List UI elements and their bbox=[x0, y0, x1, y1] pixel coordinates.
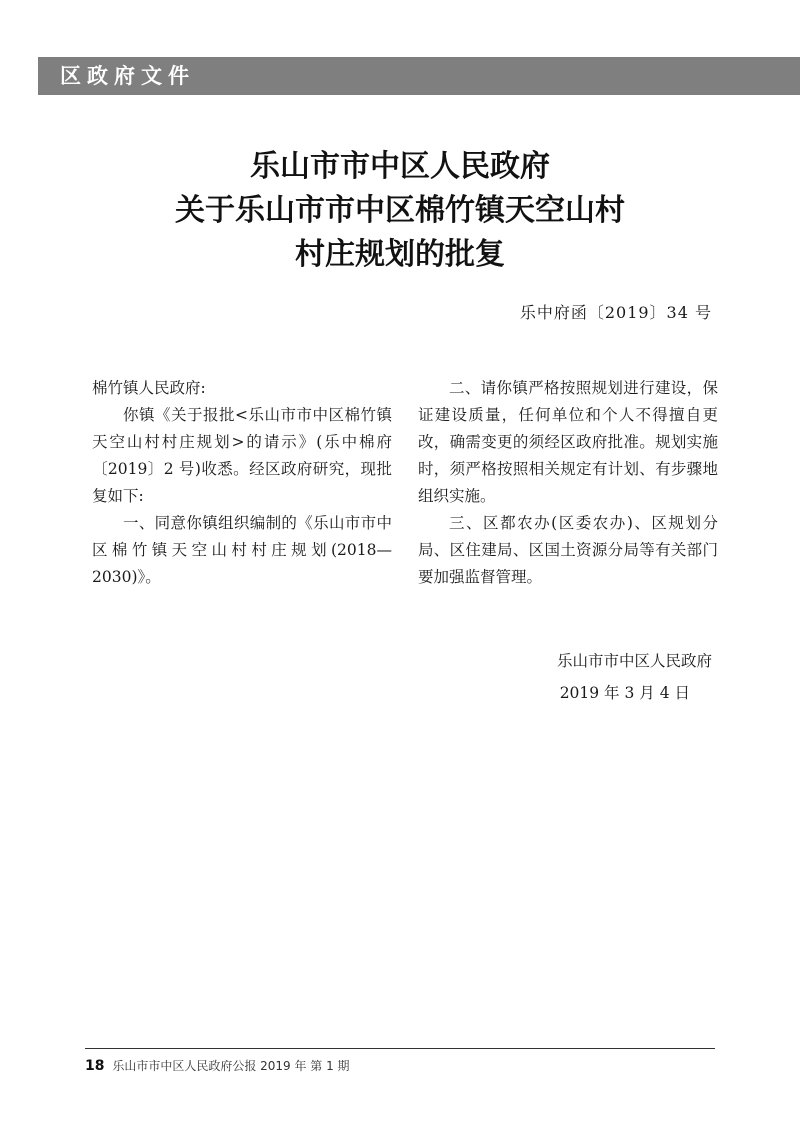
body-left-column bbox=[92, 375, 392, 591]
page-footer bbox=[85, 1057, 350, 1074]
signature-org: 乐山市市中区人民政府 bbox=[556, 652, 712, 670]
paragraph-1: 你镇《关于报批<乐山市市中区棉竹镇天空山村村庄规划>的请示》(乐中棉府〔2019〕2 号)收悉。经区政府研究，现批复如下: bbox=[92, 406, 392, 505]
paragraph-3: 二、请你镇严格按照规划进行建设，保证建设质量，任何单位和个人不得擅自更改，确需变更的须经区政府批准。规划实施时，须严格按照相关规定有计划、有步骤地组织实施。 bbox=[418, 379, 718, 505]
page-number: 18 bbox=[85, 1058, 105, 1074]
salutation: 棉竹镇人民政府: bbox=[92, 379, 206, 397]
publication-name: 乐山市市中区人民政府公报 2019 年 第 1 期 bbox=[112, 1059, 350, 1073]
body-right-column bbox=[418, 375, 718, 591]
title-line-2: 关于乐山市市中区棉竹镇天空山村 bbox=[175, 193, 625, 228]
paragraph-2: 一、同意你镇组织编制的《乐山市市中区棉竹镇天空山村村庄规划(2018—2030)》。 bbox=[92, 514, 392, 586]
document-title bbox=[0, 145, 800, 277]
title-line-1: 乐山市市中区人民政府 bbox=[250, 149, 550, 184]
footer-divider bbox=[85, 1048, 715, 1049]
signature-block bbox=[557, 645, 712, 709]
section-banner-label: 区政府文件 bbox=[60, 64, 195, 88]
title-line-3: 村庄规划的批复 bbox=[295, 237, 505, 272]
document-number: 乐中府函〔2019〕34 号 bbox=[519, 303, 712, 322]
paragraph-4: 三、区都农办(区委农办)、区规划分局、区住建局、区国土资源分局等有关部门要加强监督管理。 bbox=[418, 514, 718, 586]
section-banner bbox=[38, 57, 800, 95]
signature-date: 2019 年 3 月 4 日 bbox=[559, 684, 690, 702]
